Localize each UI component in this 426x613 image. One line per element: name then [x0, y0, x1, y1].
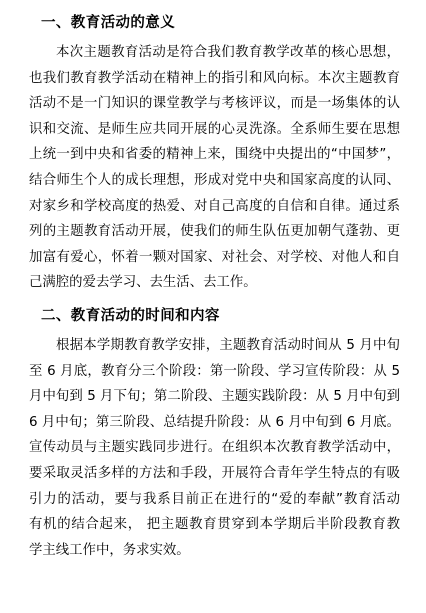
paragraph-line: 也我们教育教学活动在精神上的指引和风向标。本次主题教育 — [29, 70, 400, 86]
paragraph-line: 结合师生个人的成长理想，形成对党中央和国家高度的认同、 — [29, 172, 400, 188]
paragraph-line: 本次主题教育活动是符合我们教育教学改革的核心思想， — [56, 45, 400, 60]
paragraph-line: 加富有爱心，怀着一颗对国家、对社会、对学校、对他人和自 — [29, 249, 400, 265]
paragraph-line: 识和交流、是师生应共同开展的心灵洗涤。全系师生要在思想 — [29, 121, 400, 137]
paragraph-line: 活动不是一门知识的课堂教学与考核评议，而是一场集体的认 — [29, 96, 400, 112]
paragraph-line: 己满腔的爱去学习、去生活、去工作。 — [29, 275, 257, 291]
section-heading-time-and-content: 二、教育活动的时间和内容 — [41, 307, 220, 324]
paragraph-line: 至 6 月底，教育分三个阶段：第一阶段、学习宣传阶段：从 5 — [29, 363, 400, 379]
paragraph-line: 学主线工作中，务求实效。 — [29, 542, 190, 558]
paragraph-line: 对家乡和学校高度的热爱、对自己高度的自信和自律。通过系 — [29, 198, 400, 214]
paragraph-significance — [29, 40, 400, 296]
paragraph-line: 引力的活动，要与我系目前正在进行的“爱的奉献”教育活动 — [29, 491, 400, 507]
paragraph-line: 宣传动员与主题实践同步进行。在组织本次教育教学活动中， — [29, 440, 400, 456]
paragraph-line: 要采取灵活多样的方法和手段，开展符合青年学生特点的有吸 — [29, 465, 400, 481]
paragraph-line: 月中旬到 5 月下旬；第二阶段、主题实践阶段：从 5 月中旬到 — [29, 389, 400, 405]
paragraph-line: 上统一到中央和省委的精神上来，围绕中央提出的“中国梦”， — [29, 147, 400, 163]
paragraph-line: 有机的结合起来， 把主题教育贯穿到本学期后半阶段教育教 — [29, 517, 400, 533]
paragraph-line: 列的主题教育活动开展，使我们的师生队伍更加朝气蓬勃、更 — [29, 224, 400, 240]
paragraph-line: 6 月中旬；第三阶段、总结提升阶段：从 6 月中旬到 6 月底。 — [29, 414, 400, 430]
paragraph-time-and-content — [29, 333, 400, 563]
paragraph-line: 根据本学期教育教学安排，主题教育活动时间从 5 月中旬 — [56, 337, 400, 353]
section-heading-significance: 一、教育活动的意义 — [41, 15, 176, 31]
